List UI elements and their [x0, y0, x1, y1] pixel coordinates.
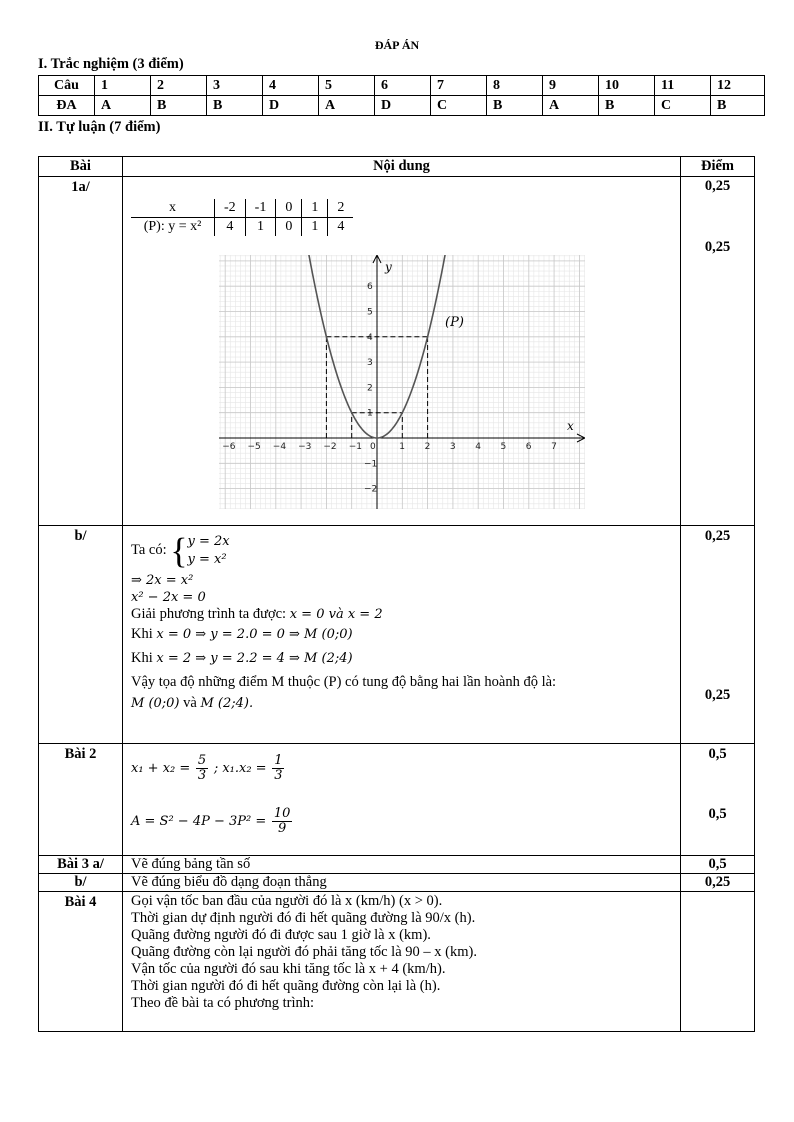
x-value: 1 [302, 199, 328, 218]
answer-cell: B [151, 96, 207, 116]
text-line: Vậy tọa độ những điểm M thuộc (P) có tung độ bằng hai lần hoành độ là: [131, 674, 557, 690]
answer-cell: D [375, 96, 431, 116]
answer-cell: B [487, 96, 543, 116]
x-tick-label: 1 [399, 442, 406, 452]
answer-cell: B [711, 96, 765, 116]
math: x = 0 và x = 2 [289, 607, 383, 622]
answer-cell: A [95, 96, 151, 116]
brace: { [170, 530, 188, 571]
row-content [123, 892, 681, 1032]
x-tick-label: −2 [323, 442, 337, 452]
text-line: Thời gian người đó đi hết quãng đường còn lại là (h). [131, 978, 441, 994]
y-tick-label: 1 [367, 408, 373, 419]
value-table [131, 199, 353, 236]
points: 0,25 [704, 178, 731, 194]
answer-key-table [38, 75, 765, 116]
math: A = S² − 4P − 3P² = [131, 814, 267, 829]
row-label: b/ [39, 874, 123, 892]
text-line: Quãng đường người đó đi được sau 1 giờ là x (km). [131, 927, 431, 943]
row-content: Vẽ đúng biểu đồ dạng đoạn thẳng [123, 874, 681, 892]
text: Giải phương trình ta được: [131, 606, 287, 622]
row-bai-3a [39, 856, 755, 874]
fraction-denominator: 9 [278, 821, 287, 837]
question-number: 11 [655, 76, 711, 96]
row-label: Bài 4 [39, 892, 123, 1032]
header-noidung: Nội dung [123, 157, 681, 177]
fraction-denominator: 3 [274, 768, 283, 784]
header-bai: Bài [39, 157, 123, 177]
row-label: ĐA [39, 96, 95, 116]
y-tick-label: 5 [367, 307, 373, 318]
points: 0,25 [704, 528, 731, 544]
answer-cell: B [599, 96, 655, 116]
question-number: 10 [599, 76, 655, 96]
y-value: 4 [328, 218, 354, 237]
y-tick-label: 3 [367, 358, 373, 369]
text: và [183, 695, 197, 711]
math: M (2;4). [200, 696, 254, 711]
math: M (0;0) [131, 696, 180, 711]
text-line: Theo đề bài ta có phương trình: [131, 995, 315, 1011]
x-tick-label: 5 [500, 442, 507, 452]
x-tick-label: 4 [475, 442, 481, 452]
fraction-numerator: 5 [197, 753, 207, 769]
question-number: 3 [207, 76, 263, 96]
row-points: 0,25 [681, 874, 755, 892]
row-label: Bài 2 [39, 744, 123, 856]
row-label: 1a/ [39, 177, 123, 526]
row-1a [39, 177, 755, 526]
points: 0,5 [708, 746, 727, 762]
header-diem: Điểm [681, 157, 755, 177]
math-line: ⇒ 2x = x² [131, 573, 194, 588]
page-title: ĐÁP ÁN [374, 38, 420, 52]
question-number-row [39, 76, 765, 96]
row-label: Câu [39, 76, 95, 96]
points: 0,25 [704, 239, 731, 255]
fraction-numerator: 10 [273, 806, 291, 822]
question-number: 6 [375, 76, 431, 96]
question-number: 2 [151, 76, 207, 96]
equation: y = x² [187, 551, 227, 567]
row-bai-4 [39, 892, 755, 1032]
x-tick-label: −3 [298, 442, 312, 452]
answer-cell: A [543, 96, 599, 116]
y-tick-label: −2 [364, 484, 378, 495]
question-number: 5 [319, 76, 375, 96]
row-content [123, 744, 681, 856]
math: x = 2 ⇒ y = 2.2 = 4 ⇒ M (2;4) [156, 651, 353, 666]
text: Ta có: [131, 542, 167, 558]
section-heading-essay: II. Tự luận (7 điểm) [38, 119, 161, 135]
x-axis-label: x [567, 419, 574, 433]
row-label: b/ [39, 526, 123, 744]
y-value: 0 [276, 218, 302, 237]
answer-cell: C [655, 96, 711, 116]
y-tick-label: 2 [367, 383, 373, 394]
question-number: 9 [543, 76, 599, 96]
x-value: -2 [215, 199, 246, 218]
equation: y = 2x [187, 533, 230, 549]
points: 0,5 [708, 806, 727, 822]
text: Khi [131, 626, 153, 642]
row-points: 0,5 [681, 856, 755, 874]
fraction-numerator: 1 [274, 753, 283, 769]
answer-cell: A [319, 96, 375, 116]
answer-row [39, 96, 765, 116]
question-number: 8 [487, 76, 543, 96]
row-content [123, 177, 681, 526]
y-axis-label: y [385, 260, 392, 274]
x-tick-label: −5 [247, 442, 261, 452]
math: ; x₁.x₂ = [213, 761, 267, 776]
y-tick-label: 6 [367, 282, 373, 293]
x-tick-label: 3 [449, 442, 456, 452]
x-tick-label: −6 [222, 442, 236, 452]
x-tick-label: 6 [525, 442, 532, 452]
row-content [123, 526, 681, 744]
row-label: Bài 3 a/ [39, 856, 123, 874]
curve-label: (P) [445, 315, 464, 330]
answer-cell: C [431, 96, 487, 116]
question-number: 4 [263, 76, 319, 96]
points: 0,25 [704, 687, 731, 703]
answer-cell: B [207, 96, 263, 116]
text-line: Vận tốc của người đó sau khi tăng tốc là x + 4 (km/h). [131, 961, 446, 977]
y-value: 4 [215, 218, 246, 237]
question-number: 1 [95, 76, 151, 96]
row-points [681, 744, 755, 856]
p-label: (P): y = x² [143, 219, 202, 234]
question-number: 12 [711, 76, 765, 96]
row-content: Vẽ đúng bảng tần số [123, 856, 681, 874]
x-label: x [131, 199, 215, 218]
essay-answer-table [38, 156, 755, 1032]
math: x₁ + x₂ = [131, 761, 191, 776]
x-tick-label: 7 [551, 442, 557, 452]
x-tick-label: −1 [348, 442, 362, 452]
fraction-denominator: 3 [197, 768, 207, 784]
x-tick-label: −4 [272, 442, 287, 452]
text-line: Quãng đường còn lại người đó phải tăng tốc là 90 – x (km). [131, 944, 477, 960]
row-1b [39, 526, 755, 744]
section-heading-multiple-choice: I. Trắc nghiệm (3 điểm) [38, 56, 184, 72]
y-value: 1 [302, 218, 328, 237]
x-tick-label: 0 [370, 442, 376, 452]
x-value: 0 [276, 199, 302, 218]
row-points [681, 177, 755, 526]
x-tick-label: 2 [424, 442, 431, 452]
y-value: 1 [245, 218, 276, 237]
row-points [681, 526, 755, 744]
x-value: -1 [245, 199, 276, 218]
x-value: 2 [328, 199, 354, 218]
math-line: x² − 2x = 0 [131, 590, 206, 605]
y-tick-label: 4 [367, 332, 373, 343]
text: Khi [131, 650, 153, 666]
text-line: Thời gian dự định người đó đi hết quãng đường là 90/x (h). [131, 910, 476, 926]
header-row [39, 157, 755, 177]
question-number: 7 [431, 76, 487, 96]
row-bai-3b [39, 874, 755, 892]
answer-cell: D [263, 96, 319, 116]
parabola-graph [219, 255, 585, 509]
row-bai-2 [39, 744, 755, 856]
text-line: Gọi vận tốc ban đầu của người đó là x (km/h) (x > 0). [131, 893, 443, 909]
y-tick-label: −1 [364, 459, 378, 470]
row-points [681, 892, 755, 1032]
math: x = 0 ⇒ y = 2.0 = 0 ⇒ M (0;0) [156, 627, 353, 642]
